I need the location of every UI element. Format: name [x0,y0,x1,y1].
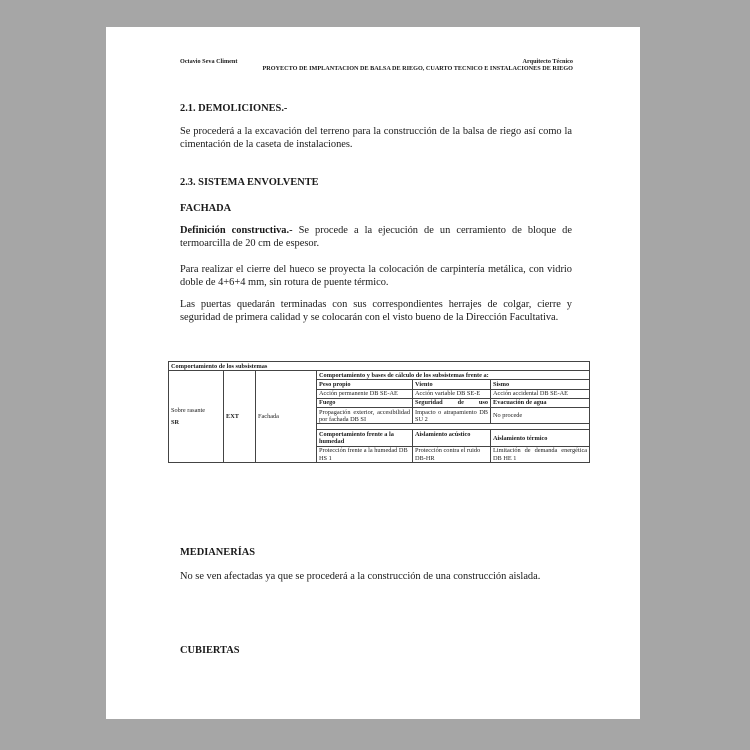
termico-header: Aislamiento térmico [491,430,590,446]
fachada-cell: Fachada [256,371,317,463]
definicion-label: Definición constructiva.- [180,225,293,236]
table-title: Comportamiento de los subsistemas [169,362,590,371]
acustico-header: Aislamiento acústico [413,430,491,446]
subsection-title-fachada: FACHADA [180,203,232,214]
section-title-cubiertas: CUBIERTAS [180,645,240,656]
left-code: SR [171,419,180,427]
subsystems-table [168,361,590,463]
evacuacion-value: No procede [491,408,590,424]
seguridad-value: Impacto o atrapamiento DB SU 2 [413,408,491,424]
acustico-value: Protección contra el ruido DB-HR [413,446,491,462]
document-page [106,27,640,719]
sismo-header: Sismo [491,380,590,389]
peso-header: Peso propio [317,380,413,389]
termico-value: Limitación de demanda energética DB HE 1 [491,446,590,462]
paragraph-demoliciones: Se procederá a la excavación del terreno para la construcción de la balsa de riego así como la cimentación de la caseta de instalaciones. [180,126,572,150]
sismo-value: Acción accidental DB SE-AE [491,389,590,398]
evacuacion-header: Evacuación de agua [491,398,590,407]
page-header [180,58,573,72]
fuego-value: Propagación exterior, accesibilidad por fachada DB SI [317,408,413,424]
paragraph-carpinteria: Para realizar el cierre del hueco se proyecta la colocación de carpintería metálica, con vidrio doble de 4+6+4 mm, sin rotura de puente térmico. [180,264,572,288]
left-label: Sobre rasante [171,407,206,415]
left-label-cell [169,371,224,463]
section-title-demoliciones: 2.1. DEMOLICIONES.- [180,103,288,114]
seguridad-header: Seguridad de uso [413,398,491,407]
paragraph-medianerias: No se ven afectadas ya que se procederá a la construcción de una construcción aislada. [180,571,541,582]
table-subtitle: Comportamiento y bases de cálculo de los subsistemas frente a: [317,371,590,380]
fuego-header: Fuego [317,398,413,407]
header-author: Octavio Seva Climent [180,58,238,65]
viento-value: Acción variable DB SE-E [413,389,491,398]
paragraph-puertas: Las puertas quedarán terminadas con sus correspondientes herrajes de colgar, cierre y seguridad de primera calidad y se colocarán con el visto bueno de la Dirección Facultativa. [180,299,572,323]
section-title-envolvente: 2.3. SISTEMA ENVOLVENTE [180,177,319,188]
section-title-medianerias: MEDIANERÍAS [180,547,256,558]
humedad-value: Protección frente a la humedad DB HS 1 [317,446,413,462]
viento-header: Viento [413,380,491,389]
ext-cell: EXT [224,371,256,463]
peso-value: Acción permanente DB SE-AE [317,389,413,398]
paragraph-definicion [180,225,572,250]
header-role: Arquitecto Técnico [522,58,573,65]
header-project: PROYECTO DE IMPLANTACION DE BALSA DE RIEGO, CUARTO TECNICO E INSTALACIONES DE RIEGO [262,65,573,72]
humedad-header: Comportamiento frente a la humedad [317,430,413,446]
definicion-text: Se procede a la ejecución de un cerramiento de bloque de termoarcilla de 20 cm de espesor. [180,225,572,249]
